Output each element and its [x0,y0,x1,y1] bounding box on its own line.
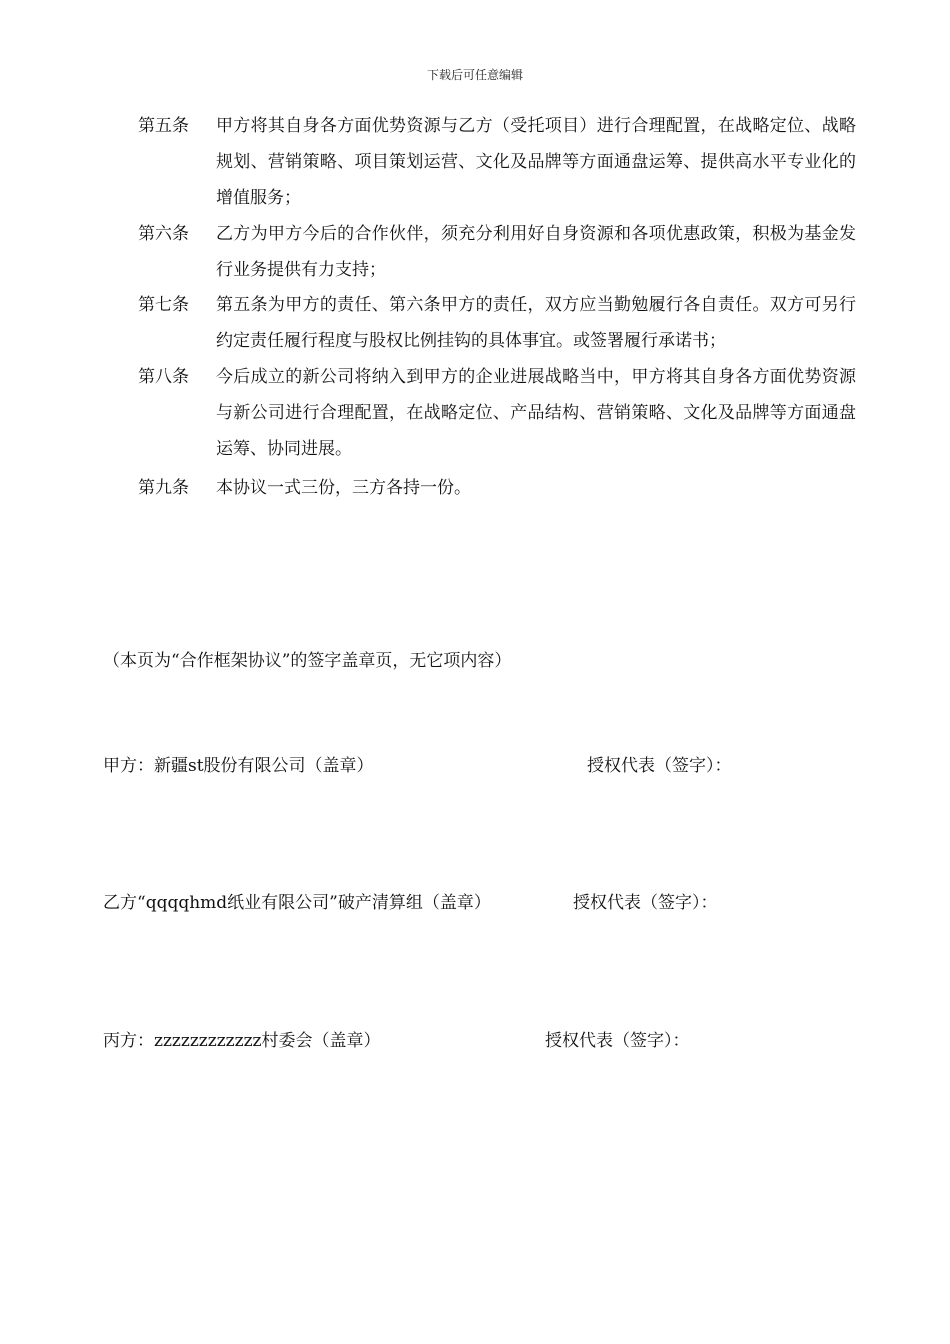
party-b-name: 乙方“qqqqhmd纸业有限公司”破产清算组（盖章） [103,893,491,913]
article-body: 本协议一式三份，三方各持一份。 [216,478,471,498]
article-body: 第五条为甲方的责任、第六条甲方的责任，双方应当勤勉履行各自责任。双方可另行约定责任履行程度与股权比例挂钩的具体事宜。或签署履行承诺书； [216,295,856,351]
party-a-name: 甲方：新疆st股份有限公司（盖章） [103,756,374,776]
article-9 [138,470,858,506]
party-c-name: 丙方：zzzzzzzzzzzz村委会（盖章） [103,1031,381,1051]
article-body: 甲方将其自身各方面优势资源与乙方（受托项目）进行合理配置，在战略定位、战略规划、营销策略、项目策划运营、文化及品牌等方面通盘运筹、提供高水平专业化的增值服务； [216,116,856,208]
party-a-representative: 授权代表（签字）： [587,756,732,776]
party-b-representative: 授权代表（签字）： [573,893,718,913]
article-6 [138,216,858,288]
article-number: 第六条 [138,224,189,244]
article-8 [138,359,858,467]
article-number: 第五条 [138,116,189,136]
article-7 [138,287,858,359]
article-number: 第七条 [138,295,189,315]
article-number: 第九条 [138,478,189,498]
article-body: 乙方为甲方今后的合作伙伴，须充分利用好自身资源和各项优惠政策，积极为基金发行业务提供有力支持； [216,224,856,280]
article-5 [138,108,858,216]
signature-page-note: （本页为“合作框架协议”的签字盖章页，无它项内容） [103,651,512,671]
article-number: 第八条 [138,367,189,387]
article-body: 今后成立的新公司将纳入到甲方的企业进展战略当中，甲方将其自身各方面优势资源与新公司进行合理配置，在战略定位、产品结构、营销策略、文化及品牌等方面通盘运筹、协同进展。 [216,367,856,459]
party-c-representative: 授权代表（签字）： [545,1031,690,1051]
page-header: 下载后可任意编辑 [426,68,523,82]
